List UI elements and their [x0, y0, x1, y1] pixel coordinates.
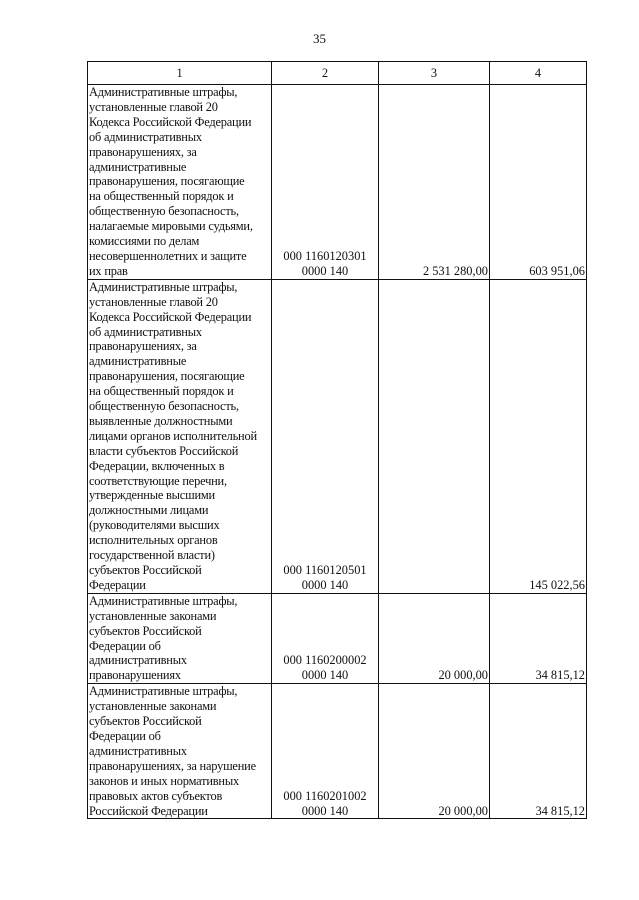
name-line: правонарушениях, за: [89, 144, 197, 159]
code-line: 0000 140: [301, 263, 349, 278]
name-line: правовых актов субъектов: [89, 788, 223, 803]
name-line: правонарушениях: [89, 668, 181, 683]
name-line: государственной власти): [89, 548, 215, 563]
name-line: лицами органов исполнительной: [89, 428, 257, 443]
name-line: их прав: [89, 263, 128, 278]
name-line: правонарушениях, за нарушение: [89, 758, 256, 773]
name-line: на общественный порядок и: [89, 189, 234, 204]
name-line: Административные штрафы,: [89, 684, 238, 699]
name-line: об административных: [89, 324, 202, 339]
name-line: установленные законами: [89, 608, 217, 623]
name-line: общественную безопасность,: [89, 399, 239, 414]
revenue-name-cell: [88, 85, 272, 280]
code-line: 0000 140: [301, 803, 349, 818]
name-line: Федерации, включенных в: [89, 458, 225, 473]
code-line: 000 1160201002: [283, 788, 367, 803]
name-line: (руководителями высших: [89, 518, 220, 533]
name-line: утвержденные высшими: [89, 488, 215, 503]
name-line: правонарушения, посягающие: [89, 174, 245, 189]
name-line: правонарушениях, за: [89, 339, 197, 354]
name-line: соответствующие перечни,: [89, 473, 227, 488]
name-line: правонарушения, посягающие: [89, 369, 245, 384]
col4-value-cell: 603 951,06: [490, 85, 587, 280]
code-line: 000 1160120301: [283, 248, 367, 263]
name-line: Кодекса Российской Федерации: [89, 309, 252, 324]
revenue-name-cell: [88, 593, 272, 683]
name-line: исполнительных органов: [89, 533, 218, 548]
budget-code-cell: [272, 684, 379, 819]
budget-code-cell: [272, 593, 379, 683]
name-line: субъектов Российской: [89, 623, 202, 638]
budget-code-cell: [272, 279, 379, 593]
page-number: 35: [313, 31, 326, 46]
name-line: установленные законами: [89, 699, 217, 714]
name-line: об административных: [89, 129, 202, 144]
name-line: административных: [89, 653, 187, 668]
revenue-name-cell: [88, 684, 272, 819]
name-line: законов и иных нормативных: [89, 773, 239, 788]
name-line: Федерации об: [89, 728, 161, 743]
name-line: установленные главой 20: [89, 294, 218, 309]
col3-value-cell: 20 000,00: [379, 593, 490, 683]
name-line: Федерации: [89, 577, 146, 592]
col4-value-cell: 34 815,12: [490, 684, 587, 819]
header-col-2: 2: [272, 62, 379, 85]
name-line: Административные штрафы,: [89, 593, 238, 608]
name-line: выявленные должностными: [89, 413, 233, 428]
revenue-name-cell: [88, 279, 272, 593]
code-line: 000 1160120501: [283, 563, 367, 577]
col4-value-cell: 34 815,12: [490, 593, 587, 683]
code-line: 0000 140: [301, 577, 349, 592]
name-line: несовершеннолетних и защите: [89, 248, 247, 263]
name-line: на общественный порядок и: [89, 384, 234, 399]
name-line: должностными лицами: [89, 503, 209, 518]
name-line: Федерации об: [89, 638, 161, 653]
name-line: комиссиями по делам: [89, 234, 200, 249]
name-line: Административные штрафы,: [89, 85, 238, 99]
col3-value-cell: 2 531 280,00: [379, 85, 490, 280]
budget-code-cell: [272, 85, 379, 280]
col3-value-cell: 20 000,00: [379, 684, 490, 819]
code-line: 0000 140: [301, 668, 349, 683]
name-line: Административные штрафы,: [89, 279, 238, 294]
table-row: [88, 684, 587, 819]
name-line: Российской Федерации: [89, 803, 208, 818]
header-col-1: 1: [88, 62, 272, 85]
name-line: налагаемые мировыми судьями,: [89, 219, 253, 234]
name-line: субъектов Российской: [89, 714, 202, 729]
code-line: 000 1160200002: [283, 653, 367, 668]
table-row: [88, 85, 587, 280]
name-line: Кодекса Российской Федерации: [89, 114, 252, 129]
revenue-table: [87, 61, 587, 819]
name-line: административные: [89, 354, 187, 369]
table-header-row: [88, 62, 587, 85]
name-line: субъектов Российской: [89, 563, 202, 577]
name-line: общественную безопасность,: [89, 204, 239, 219]
col4-value-cell: 145 022,56: [490, 279, 587, 593]
col3-value-cell: [379, 279, 490, 593]
name-line: административных: [89, 743, 187, 758]
name-line: административные: [89, 159, 187, 174]
header-col-3: 3: [379, 62, 490, 85]
table-row: [88, 593, 587, 683]
name-line: установленные главой 20: [89, 99, 218, 114]
header-col-4: 4: [490, 62, 587, 85]
name-line: власти субъектов Российской: [89, 443, 239, 458]
table-row: [88, 279, 587, 593]
